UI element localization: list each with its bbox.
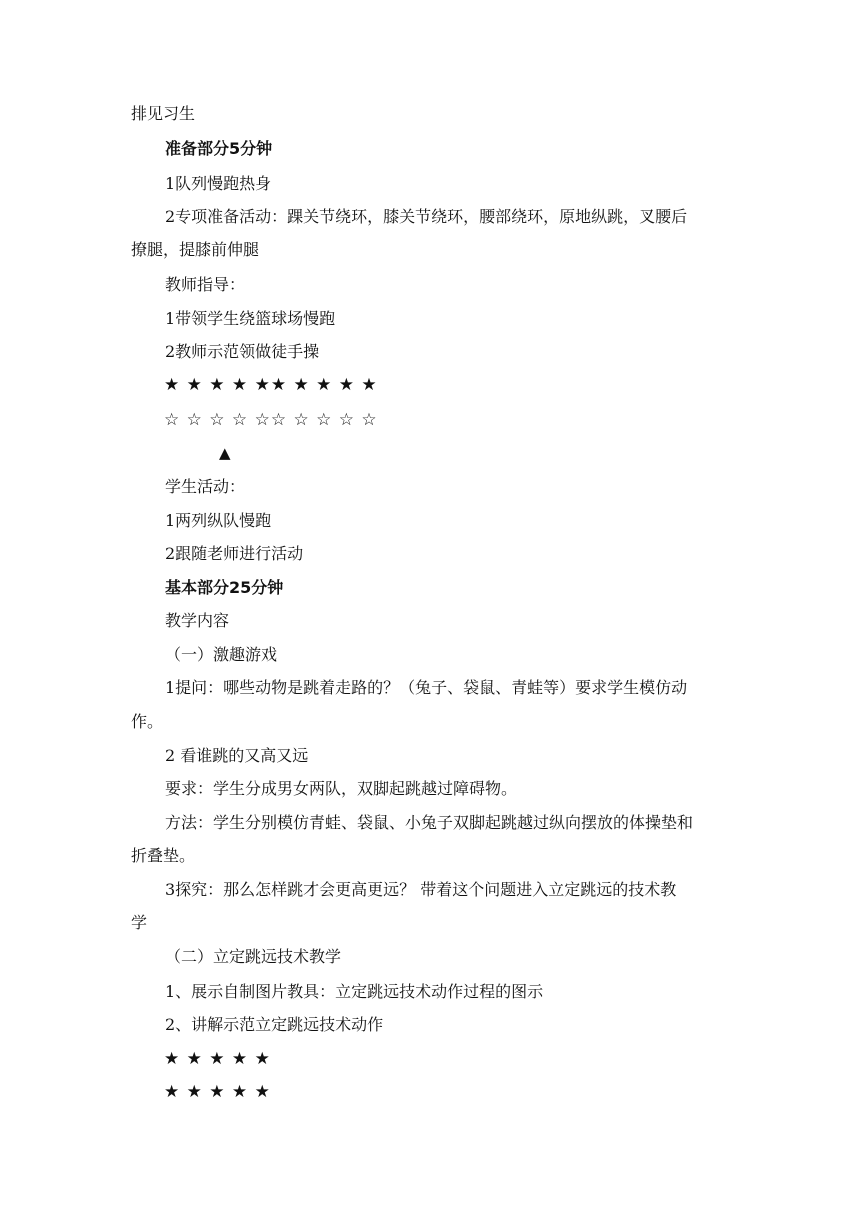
text-line: 1两列纵队慢跑 — [165, 511, 272, 530]
text-line: 2 看谁跳的又高又远 — [165, 746, 309, 765]
text-line: （一）激趣游戏 — [165, 645, 278, 664]
text-line: 教师指导： — [165, 275, 246, 294]
text-line: 作。 — [131, 712, 164, 731]
text-line: 1队列慢跑热身 — [165, 174, 272, 193]
text-line: 1带领学生绕篮球场慢跑 — [165, 309, 336, 328]
text-line: 2、讲解示范立定跳远技术动作 — [165, 1015, 384, 1034]
text-line: 学生活动： — [165, 477, 246, 496]
text-line: 教学内容 — [165, 611, 230, 630]
section-heading: 基本部分25分钟 — [165, 578, 284, 597]
text-line: 2跟随老师进行活动 — [165, 544, 304, 563]
text-line: 2教师示范领做徒手操 — [165, 342, 320, 361]
formation-row-filled-stars: ★ ★ ★ ★ ★★ ★ ★ ★ ★ — [164, 375, 378, 395]
text-line: 学 — [131, 913, 148, 932]
text-line: 1、展示自制图片教具：立定跳远技术动作过程的图示 — [165, 982, 544, 1001]
text-line: 撩腿，提膝前伸腿 — [131, 240, 260, 259]
text-line: 2专项准备活动：踝关节绕环，膝关节绕环，腰部绕环，原地纵跳，叉腰后 — [165, 207, 688, 226]
text-line: 排见习生 — [131, 104, 196, 123]
text-line: 要求：学生分成男女两队，双脚起跳越过障碍物。 — [165, 779, 518, 798]
text-line: （二）立定跳远技术教学 — [165, 947, 342, 966]
formation-row-filled-stars: ★ ★ ★ ★ ★ — [164, 1082, 271, 1102]
teacher-position-triangle: ▲ — [219, 444, 231, 462]
text-line: 1提问：哪些动物是跳着走路的？（兔子、袋鼠、青蛙等）要求学生模仿动 — [165, 678, 688, 697]
section-heading: 准备部分5分钟 — [165, 139, 273, 158]
text-line: 方法：学生分别模仿青蛙、袋鼠、小兔子双脚起跳越过纵向摆放的体操垫和 — [165, 813, 694, 832]
text-line: 3探究：那么怎样跳才会更高更远？ 带着这个问题进入立定跳远的技术教 — [165, 880, 677, 899]
formation-row-filled-stars: ★ ★ ★ ★ ★ — [164, 1049, 271, 1069]
formation-row-outline-stars: ☆ ☆ ☆ ☆ ☆☆ ☆ ☆ ☆ ☆ — [164, 410, 378, 430]
text-line: 折叠垫。 — [131, 846, 196, 865]
